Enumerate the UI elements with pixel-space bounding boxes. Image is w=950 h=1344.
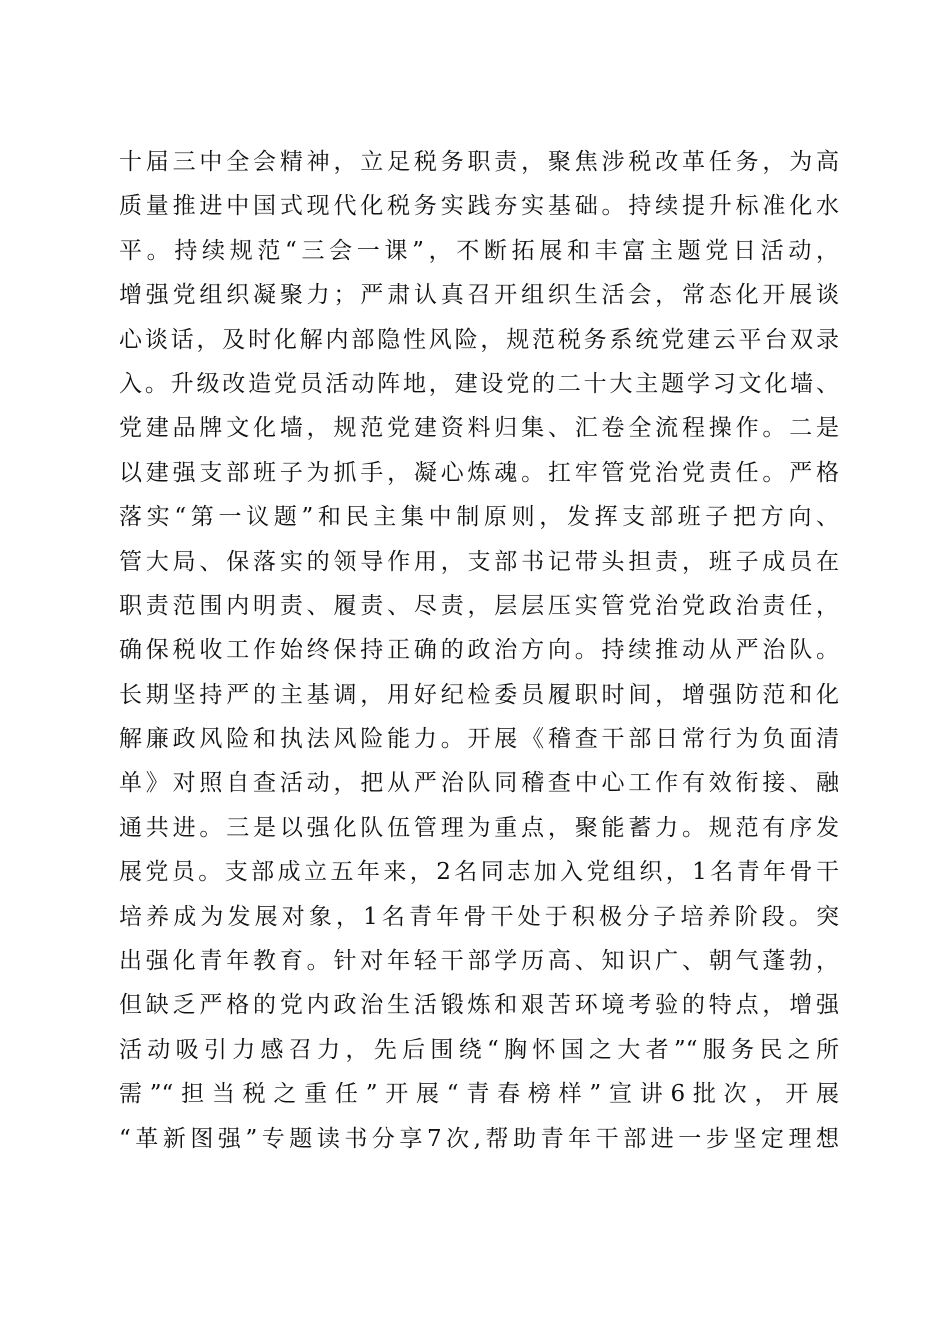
text-line: 增强党组织凝聚力；严肃认真召开组织生活会，常态化开展谈 bbox=[119, 282, 839, 309]
text-line: 活动吸引力感召力，先后围绕“胸怀国之大者”“服务民之所 bbox=[119, 1036, 839, 1063]
text-line: 确保税收工作始终保持正确的政治方向。持续推动从严治队。 bbox=[119, 637, 839, 664]
text-line: 入。升级改造党员活动阵地，建设党的二十大主题学习文化墙、 bbox=[119, 370, 839, 397]
text-line: 党建品牌文化墙，规范党建资料归集、汇卷全流程操作。二是 bbox=[119, 415, 839, 442]
text-line: 长期坚持严的主基调，用好纪检委员履职时间，增强防范和化 bbox=[119, 681, 839, 708]
text-line: 展党员。支部成立五年来，2名同志加入党组织，1名青年骨干 bbox=[119, 859, 839, 886]
text-line: 落实“第一议题”和民主集中制原则，发挥支部班子把方向、 bbox=[119, 504, 839, 531]
text-line: 心谈话，及时化解内部隐性风险，规范税务系统党建云平台双录 bbox=[119, 326, 839, 353]
text-line: 培养成为发展对象，1名青年骨干处于积极分子培养阶段。突 bbox=[119, 903, 839, 930]
text-line: 质量推进中国式现代化税务实践夯实基础。持续提升标准化水 bbox=[119, 193, 839, 220]
body-paragraph bbox=[119, 140, 839, 1161]
text-line: 解廉政风险和执法风险能力。开展《稽查干部日常行为负面清 bbox=[119, 726, 839, 753]
text-line: 职责范围内明责、履责、尽责，层层压实管党治党政治责任， bbox=[119, 592, 839, 619]
text-line: 但缺乏严格的党内政治生活锻炼和艰苦环境考验的特点，增强 bbox=[119, 992, 839, 1019]
text-line: 以建强支部班子为抓手，凝心炼魂。扛牢管党治党责任。严格 bbox=[119, 459, 839, 486]
text-line: 管大局、保落实的领导作用，支部书记带头担责，班子成员在 bbox=[119, 548, 839, 575]
text-line: 通共进。三是以强化队伍管理为重点，聚能蓄力。规范有序发 bbox=[119, 814, 839, 841]
text-line: 出强化青年教育。针对年轻干部学历高、知识广、朝气蓬勃， bbox=[119, 948, 839, 975]
text-line: 单》对照自查活动，把从严治队同稽查中心工作有效衔接、融 bbox=[119, 770, 839, 797]
text-line: “革新图强”专题读书分享7次,帮助青年干部进一步坚定理想 bbox=[119, 1125, 839, 1152]
text-line: 平。持续规范“三会一课”，不断拓展和丰富主题党日活动， bbox=[119, 237, 839, 264]
text-line: 需”“担当税之重任”开展“青春榜样”宣讲6批次，开展 bbox=[119, 1081, 839, 1108]
text-line: 十届三中全会精神，立足税务职责，聚焦涉税改革任务，为高 bbox=[119, 149, 839, 175]
